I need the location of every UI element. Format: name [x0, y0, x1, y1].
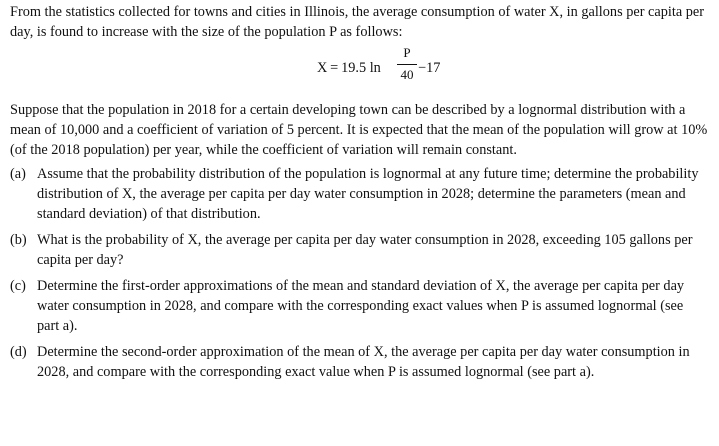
question-parts [10, 164, 709, 382]
fraction-bar [397, 64, 417, 65]
fraction-numerator: P [403, 45, 411, 60]
question-part-d [10, 342, 709, 382]
equation-fraction [397, 44, 417, 84]
part-text: What is the probability of X, the average per capita per day water consumption in 2028, exceeding 105 gallons per capita per day? [37, 232, 693, 268]
equation-tail: −17 [418, 60, 441, 76]
part-text: Determine the second-order approximation of the mean of X, the average per capita per day water consumption in 2028, and compare with the corresponding exact value when P is assumed lognormal (see part a). [37, 344, 690, 380]
question-part-c [10, 276, 709, 336]
setup-paragraph: Suppose that the population in 2018 for a certain developing town can be described by a lognormal distribution with a mean of 10,000 and a coefficient of variation of 5 percent. It is expected that the mean of the population will grow at 10% (of the 2018 population) per year, while the coefficient of variation will remain constant. [10, 102, 708, 158]
part-label: (b) [10, 232, 27, 248]
fraction-denominator: 40 [400, 67, 414, 82]
equation-lhs: X = 19.5 ln [317, 60, 381, 76]
question-part-a [10, 164, 709, 224]
part-text: Determine the first-order approximations of the mean and standard deviation of X, the average per capita per day water consumption in 2028, and compare with the corresponding exact values when P is assumed lognormal (see part a). [37, 278, 685, 334]
intro-paragraph: From the statistics collected for towns and cities in Illinois, the average consumption of water X, in gallons per capita per day, is found to increase with the size of the population P as follows: [10, 4, 705, 40]
part-label: (a) [10, 166, 26, 182]
part-label: (c) [10, 278, 26, 294]
part-label: (d) [10, 344, 27, 360]
part-text: Assume that the probability distribution of the population is lognormal at any future time; determine the probability distribution of X, the average per capita per day water consumption in 2028; determine the parameters (mean and standard deviation) of that distribution. [37, 166, 699, 222]
equation-block [10, 42, 709, 94]
question-part-b [10, 230, 709, 270]
